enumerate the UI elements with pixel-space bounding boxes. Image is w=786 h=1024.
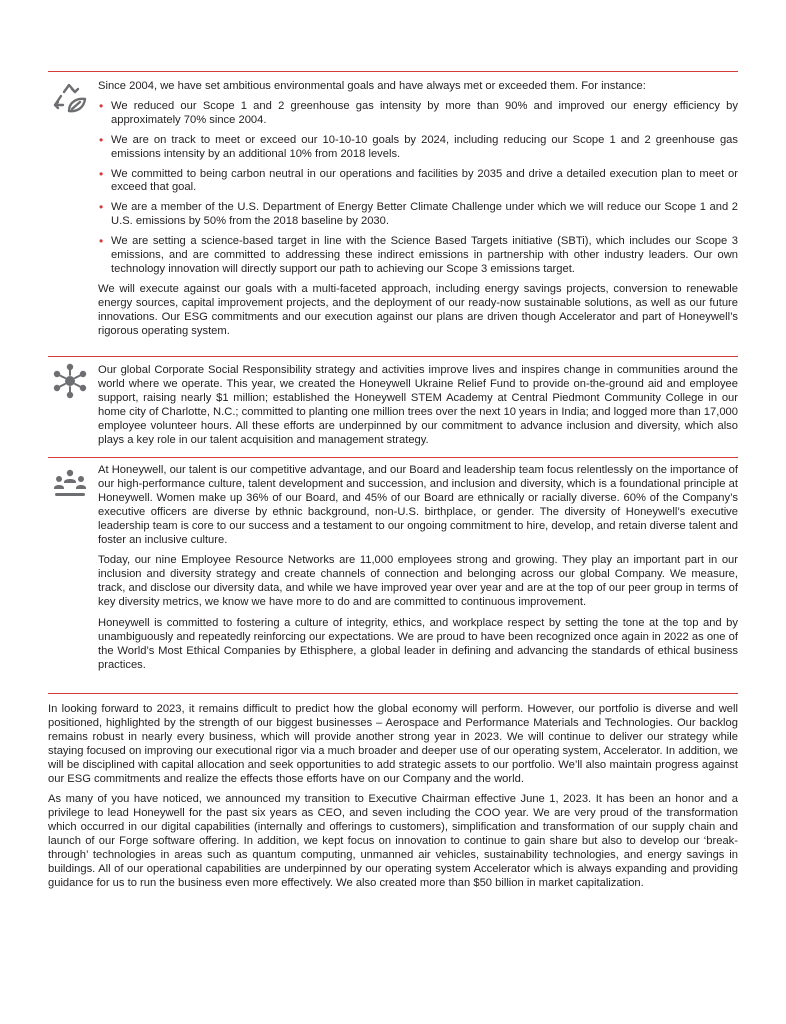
- social-section: [48, 357, 738, 457]
- outlook-paragraph: As many of you have noticed, we announced my transition to Executive Chairman effective June 1, 2023. It has been an honor and a privilege to lead Honeywell for the past six years as CEO, and seven including the COO year. We are very proud of the transformation which occurred in our digital capabilities (internally and offerings to customers), simplification and transformation of our supply chain and launch of our Forge software offering. In addition, we kept focus on innovation to continue to gain share but also to develop our ‘break-through’ technologies in areas such as quantum computing, unmanned air vehicles, sustainability technologies, and energy savings in buildings. All of our operational capabilities are underpinned by our operating system Accelerator which is always expanding and providing guidance for us to run the business even more effectively. We also created more than $50 billion in market capitalization.: [48, 793, 738, 889]
- letter-page: [48, 71, 738, 891]
- list-item: • We are setting a science-based target in line with the Science Based Targets initiative (SBTi), which includes our Scope 3 emissions, and are committed to addressing these indirect emissions in partnership with other industry leaders. Our own technology innovation will directly support our path to achieving our Scope 3 emissions target.: [98, 235, 738, 277]
- list-item: • We are on track to meet or exceed our 10-10-10 goals by 2024, including reducing our Scope 1 and 2 greenhouse gas emissions intensity by an additional 10% from 2018 levels.: [98, 134, 738, 162]
- social-text: Our global Corporate Social Responsibility strategy and activities improve lives and inspires change in communities around the world where we operate. This year, we created the Honeywell Ukraine Relief Fund to provide on-the-ground aid and employee support, raising nearly $1 million; established the Honeywell STEM Academy at Central Piedmont Community College in our home city of Charlotte, N.C.; committed to planting one million trees over the next 10 years in India; and logged more than 17,000 employee volunteer hours. All these efforts are underpinned by our commitment to advance inclusion and diversity, which also plays a key role in our talent acquisition and management strategy.: [98, 364, 738, 446]
- talent-paragraph: Honeywell is committed to fostering a culture of integrity, ethics, and workplace respect by setting the tone at the top and by unambiguously and repeatedly reinforcing our expectations. We are proud to have been recognized once again in 2022 as one of the World’s Most Ethical Companies by Ethisphere, a global leader in defining and advancing the standards of ethical business practices.: [98, 617, 738, 671]
- list-item: • We committed to being carbon neutral in our operations and facilities by 2035 and drive a detailed execution plan to meet or exceed that goal.: [98, 168, 738, 196]
- environment-closing: We will execute against our goals with a multi-faceted approach, including energy savings projects, conversion to renewable energy sources, capital improvement projects, and the deployment of our ready-now sustainable solutions, as well as our future innovations. Our ESG commitments and our execution against our plans are driven though Accelerator and part of Honeywell’s rigorous operating system.: [98, 282, 738, 337]
- talent-section: [48, 458, 738, 693]
- outlook-section: [48, 694, 738, 891]
- talent-paragraph: Today, our nine Employee Resource Networks are 11,000 employees strong and growing. They play an important part in our inclusion and diversity strategy and create channels of connection and belonging across our global Company. We measure, track, and disclose our diversity data, and while we have improved year over year and are at the top of our peer group in terms of key diversity metrics, we know we have more to do and are committed to continuous improvement.: [98, 554, 738, 609]
- recycle-leaf-icon: [52, 80, 88, 116]
- people-group-icon: [52, 466, 88, 502]
- environment-bullets: [98, 100, 738, 277]
- list-item: • We are a member of the U.S. Department of Energy Better Climate Challenge under which we will reduce our Scope 1 and 2 U.S. emissions by 50% from the 2018 baseline by 2030.: [98, 201, 738, 229]
- environment-section: [48, 72, 738, 356]
- environment-intro: Since 2004, we have set ambitious environmental goals and have always met or exceeded them. For instance:: [98, 80, 646, 92]
- list-item: • We reduced our Scope 1 and 2 greenhouse gas intensity by more than 90% and improved our energy efficiency by approximately 70% since 2004.: [98, 100, 738, 128]
- outlook-paragraph: In looking forward to 2023, it remains difficult to predict how the global economy will perform. However, our portfolio is diverse and well positioned, highlighted by the strength of our biggest businesses – Aerospace and Performance Materials and Technologies. Our backlog remains robust in nearly every business, which will provide another strong year in 2023. We will continue to deliver our strategy while staying focused on improving our executional rigor via a much broader and deeper use of our operating system, Accelerator. In addition, we will be disciplined with capital allocation and seek opportunities to add strategic assets to our portfolio. We’ll also maintain progress against our ESG commitments and realize the effects those efforts have on our Company and the world.: [48, 703, 738, 785]
- talent-paragraph: At Honeywell, our talent is our competitive advantage, and our Board and leadership team focus relentlessly on the importance of our high-performance culture, talent development and succession, and inclusion and diversity, which is a foundational principle at Honeywell. Women make up 36% of our Board, and 45% of our Board are ethnically or racially diverse. 60% of the Company’s executive officers are diverse by ethnic background, non-U.S. birthplace, or gender. The diversity of Honeywell’s executive leadership team is core to our success and a testament to our ongoing commitment to hire, develop, and retain diverse talent and foster an inclusive culture.: [98, 464, 738, 546]
- community-star-icon: [52, 363, 88, 399]
